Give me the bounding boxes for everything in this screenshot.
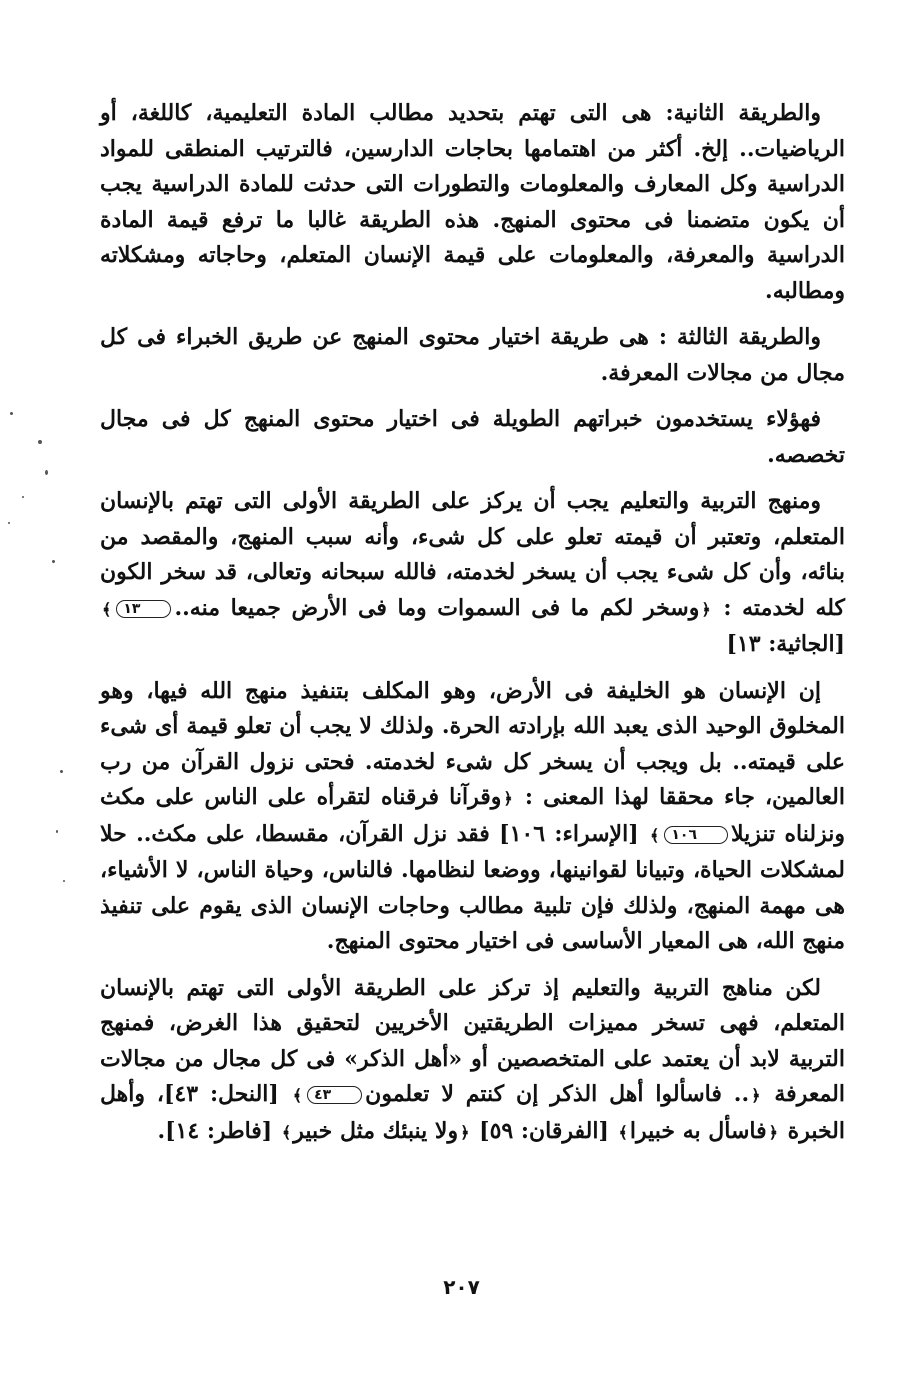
- scan-speck: [22, 496, 24, 498]
- quran-bracket-open-icon: ﴿: [460, 1122, 470, 1142]
- scan-speck: [52, 560, 55, 563]
- quran-verse: ولا ينبئك مثل خبير: [293, 1117, 459, 1144]
- verse-number-badge: ٤٣: [307, 1086, 362, 1104]
- scan-speck: [60, 770, 63, 773]
- scan-speck: [10, 412, 13, 415]
- paragraph-text: والطريقة الثانية: هى التى تهتم بتحديد مطالب المادة التعليمية، كاللغة، أو الرياضيات.. إلخ. أكثر من اهتمامها بحاجات الدارسين، فالترتيب المنطقى للمواد الدراسية وكل المعارف والمعلومات والتطورات التى حدثت للمادة الدراسية يجب أن يكون متضمنا فى محتوى المنهج. هذه الطريقة غالبا ما ترفع قيمة المادة الدراسية والمعرفة، والمعلومات على قيمة الإنسان المتعلم، وحاجاته ومشكلاته ومطالبه.: [100, 100, 845, 304]
- paragraph-text: والطريقة الثالثة : هى طريقة اختيار محتوى المنهج عن طريق الخبراء فى كل مجال من مجالات المعرفة.: [100, 324, 845, 386]
- citation: [النحل: ٤٣]، وأهل الخبرة: [100, 1081, 845, 1144]
- paragraph-text: لكن مناهج التربية والتعليم إذ تركز على الطريقة الأولى التى تهتم بالإنسان المتعلم، فهى تسخر مميزات الطريقتين الأخريين لتحقيق هذا الغرض، فمنهج التربية لابد أن يعتمد على المتخصصين أو «أهل الذكر» فى كل مجال من مجالات المعرفة: [100, 974, 845, 1107]
- scan-speck: [38, 440, 42, 444]
- body-text: [100, 96, 845, 1161]
- page-number: ٢٠٧: [443, 1275, 480, 1299]
- verse-number-badge: ١٣: [116, 600, 171, 618]
- citation: [الجاثية: ١٣]: [726, 631, 845, 657]
- paragraph-method-three: [100, 320, 845, 391]
- quran-bracket-open-icon: ﴿: [751, 1086, 761, 1105]
- quran-bracket-close-icon: ﴾: [281, 1122, 292, 1142]
- quran-bracket-close-icon: ﴾: [292, 1086, 303, 1105]
- scan-speck: [63, 880, 65, 882]
- scan-speck: [45, 470, 48, 475]
- paragraph-text: فهؤلاء يستخدمون خبراتهم الطويلة فى اختيار محتوى المنهج كل فى مجال تخصصه.: [100, 406, 845, 468]
- quran-bracket-open-icon: ﴿: [503, 789, 513, 808]
- quran-bracket-close-icon: ﴾: [650, 825, 660, 845]
- quran-bracket-open-icon: ﴿: [701, 599, 711, 619]
- quran-bracket-close-icon: ﴾: [102, 599, 112, 619]
- paragraph-text: إن الإنسان هو الخليفة فى الأرض، وهو المكلف بتنفيذ منهج الله فيها، وهو المخلوق الوحيد الذى يعبد الله بإرادته الحرة. ولذلك لا يجب أن تعلو قيمة أى شىء على قيمته.. بل ويجب أن يسخر كل شىء لخدمته. فحتى نزول القرآن من رب العالمين، جاء محققا لهذا المعنى :: [100, 677, 845, 810]
- quran-bracket-close-icon: ﴾: [618, 1122, 628, 1142]
- scan-speck: [8, 522, 10, 524]
- scan-speck: [56, 830, 58, 833]
- verse-number-badge: ١٠٦: [664, 826, 728, 844]
- citation: [الفرقان: ٥٩]: [479, 1117, 609, 1144]
- quran-verse: فاسأل به خبيرا: [629, 1117, 767, 1144]
- paragraph-text: ومنهج التربية والتعليم يجب أن يركز على الطريقة الأولى التى تهتم بالإنسان المتعلم، وتعتبر أن قيمته تعلو على كل شىء، وأنه سبب المنهج، والمقصد من بنائه، وأن كل شىء يجب أن يسخر لخدمته، فالله سبحانه وتعالى، قد سخر الكون كله لخدمته :: [100, 488, 845, 621]
- paragraph-text: [الإسراء: ١٠٦] فقد نزل القرآن، مقسطا، على مكث.. حلا لمشكلات الحياة، وتبيانا لقوانينها، ووضعا لنظامها. فالناس، وحياة الناس، لا الأشياء، هى مهمة المنهج، ولذلك فإن تلبية مطالب وحاجات الإنسان الذى يقوم على تنفيذ منهج الله، هى المعيار الأساسى فى اختيار محتوى المنهج.: [100, 820, 845, 954]
- paragraph-specialists: [100, 971, 845, 1151]
- paragraph-method-two: [100, 96, 845, 309]
- quran-verse: .. فاسألوا أهل الذكر إن كنتم لا تعلمون: [365, 1081, 750, 1107]
- quran-verse: وقرآنا فرقناه لتقرأه على الناس على مكث ونزلناه تنزيلا: [100, 784, 845, 847]
- citation: [فاطر: ١٤].: [157, 1117, 273, 1144]
- quran-verse: وسخر لكم ما فى السموات وما فى الأرض جميعا منه..: [174, 594, 700, 621]
- paragraph-learner-focus: [100, 484, 845, 663]
- quran-bracket-open-icon: ﴿: [768, 1122, 778, 1142]
- paragraph-human-caliph: [100, 674, 845, 960]
- paragraph-experts: [100, 402, 845, 473]
